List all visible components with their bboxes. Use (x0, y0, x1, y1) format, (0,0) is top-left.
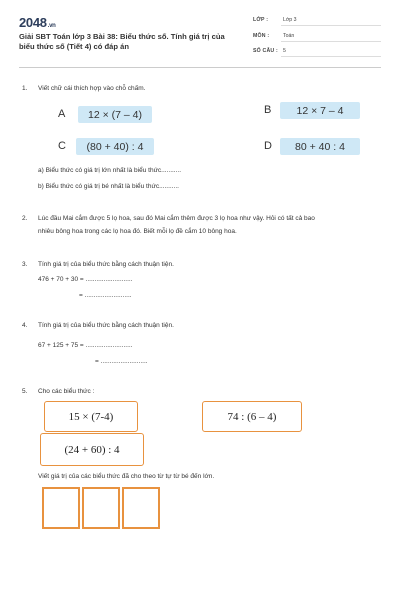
meta-count-value: 5 (283, 48, 286, 54)
q5-expression-2: 74 : (6 – 4) (202, 401, 302, 432)
q3-prompt: Tính giá trị của biểu thức bằng cách thuận tiện. (38, 261, 174, 268)
q5-instruction: Viết giá trị của các biểu thức đã cho theo từ tự từ bé đến lớn. (38, 473, 215, 480)
q1-option-a-letter: A (58, 108, 66, 120)
q1-option-c-letter: C (58, 140, 66, 152)
q4-prompt: Tính giá trị của biểu thức bằng cách thuận tiện. (38, 322, 174, 329)
q4-line-1: 67 + 125 + 75 = .......................... (38, 342, 133, 349)
answer-box-2[interactable] (82, 487, 120, 529)
q5-number: 5. (22, 388, 28, 395)
q1-option-d-box: 80 + 40 : 4 (280, 138, 360, 155)
meta-subject-key: MÔN : (253, 33, 270, 39)
q2-number: 2. (22, 215, 28, 222)
q3-line-2: = .......................... (79, 292, 132, 299)
meta-grade-value: Lớp 3 (283, 17, 297, 23)
header-divider (19, 67, 381, 68)
q5-expression-3: (24 + 60) : 4 (40, 433, 144, 466)
q3-line-1: 476 + 70 + 30 = .......................... (38, 276, 133, 283)
q1-option-b-box: 12 × 7 – 4 (280, 102, 360, 119)
q5-prompt: Cho các biểu thức : (38, 388, 95, 395)
answer-box-1[interactable] (42, 487, 80, 529)
meta-grade-underline (281, 25, 381, 26)
logo-suffix: .vn (47, 23, 56, 29)
q4-number: 4. (22, 322, 28, 329)
q1-option-d-letter: D (264, 140, 272, 152)
q3-number: 3. (22, 261, 28, 268)
q1-part-a: a) Biểu thức có giá trị lớn nhất là biểu thức........... (38, 167, 182, 174)
q5-expression-1: 15 × (7-4) (44, 401, 138, 432)
q2-line-2: nhiêu bông hoa trong các lọ hoa đó. Biết mỗi lọ đề cắm 10 bông hoa. (38, 228, 237, 235)
q2-line-1: Lúc đầu Mai cắm được 5 lọ hoa, sau đó Mai cắm thêm được 3 lọ hoa như vậy. Hỏi có tất cả bao (38, 215, 315, 222)
q1-option-b-letter: B (264, 104, 272, 116)
q1-part-b: b) Biểu thức có giá trị bé nhất là biểu thức........... (38, 183, 179, 190)
meta-count-underline (281, 56, 381, 57)
meta-grade-key: LỚP : (253, 17, 269, 23)
meta-subject-underline (281, 41, 381, 42)
document-title: Giải SBT Toán lớp 3 Bài 38: Biểu thức số. Tính giá trị của biểu thức số (Tiết 4) có đáp án (19, 32, 225, 51)
meta-count-key: SỐ CÂU : (253, 48, 278, 54)
q4-line-2: = .......................... (95, 358, 148, 365)
logo-text: 2048 (19, 15, 47, 30)
meta-subject-value: Toán (283, 33, 295, 39)
q1-number: 1. (22, 85, 28, 92)
site-logo[interactable] (19, 15, 56, 30)
q1-prompt: Viết chữ cái thích hợp vào chỗ chấm. (38, 85, 146, 92)
q1-option-c-box: (80 + 40) : 4 (76, 138, 154, 155)
q1-option-a-box: 12 × (7 – 4) (78, 106, 152, 123)
answer-box-3[interactable] (122, 487, 160, 529)
